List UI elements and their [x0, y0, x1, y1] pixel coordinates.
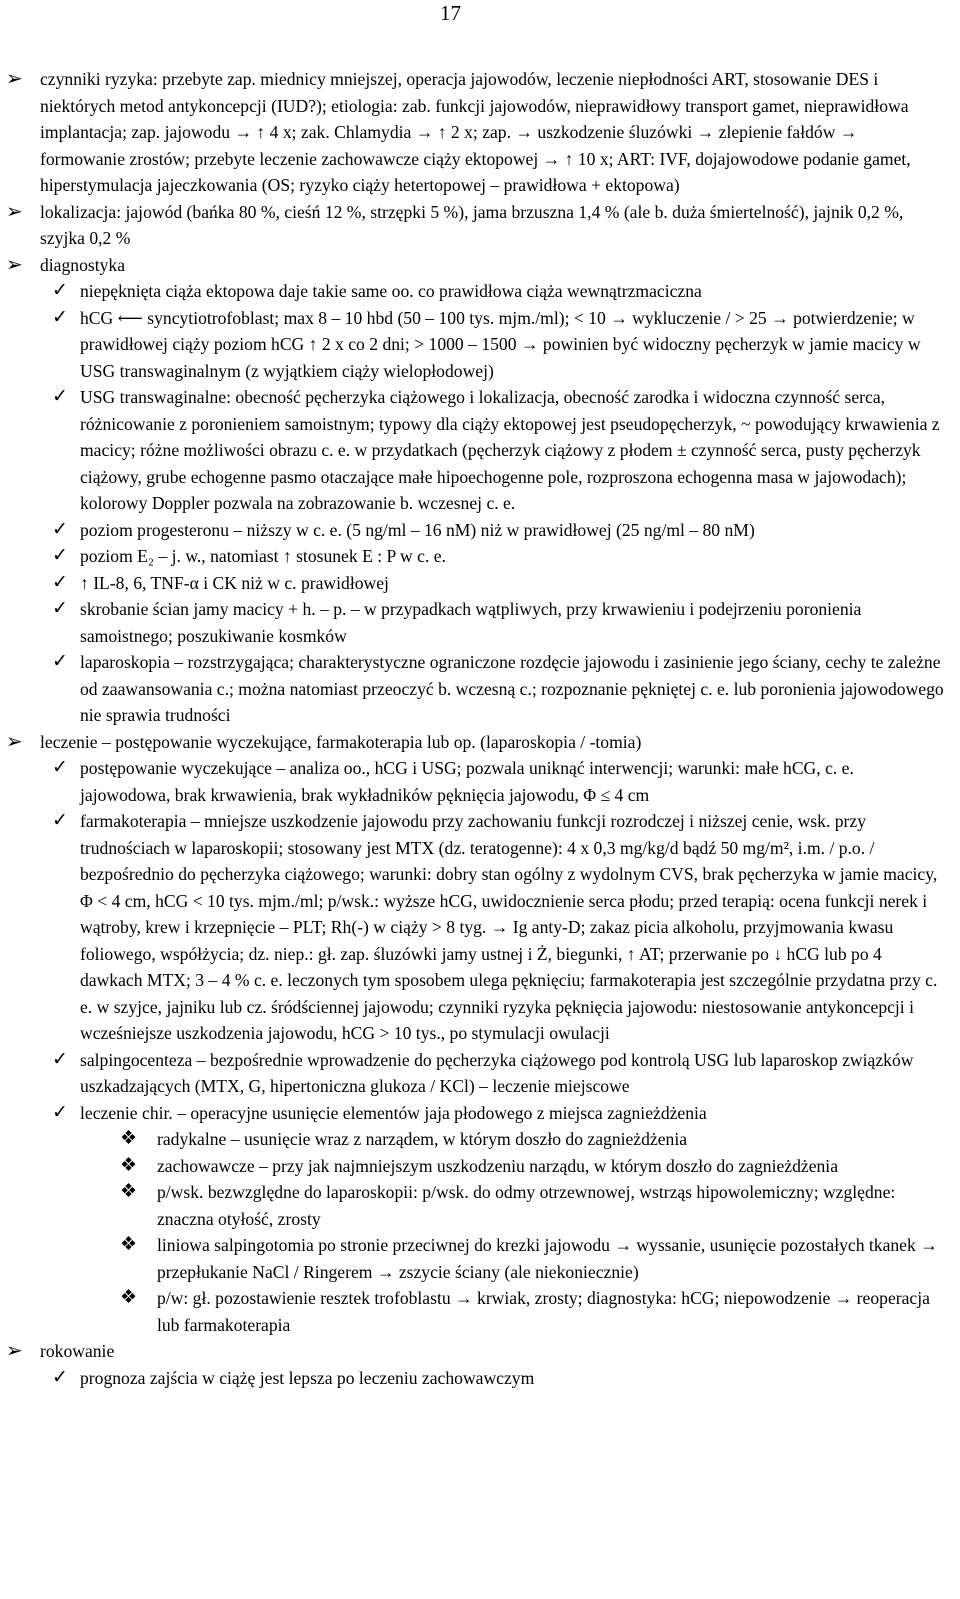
document-body [6, 66, 945, 1391]
list-item-text: hCG ⟵ syncytiotrofoblast; max 8 – 10 hbd (50 – 100 tys. mjm./ml); < 10 → wykluczenie / > 25 → potwierdzenie; w prawidłowej ciąży poziom hCG ↑ 2 x co 2 dni; > 1000 – 1500 → powinien być widoczny pęcherzyk w jamie macicy w USG transwaginalnym (z wyjątkiem ciąży wielopłodowej) [80, 307, 921, 381]
list-item [6, 729, 945, 756]
list-item [10, 649, 945, 729]
checkmark-bullet-icon: ✓ [52, 1101, 68, 1123]
checkmark-bullet-icon: ✓ [52, 1366, 68, 1388]
list-item-text: poziom progesteronu – niższy w c. e. (5 ng/ml – 16 nM) niż w prawidłowej (25 ng/ml – 80 nM) [80, 519, 755, 540]
page-number: 17 [440, 1, 461, 25]
list-item [10, 305, 945, 385]
list-item-text: leczenie chir. – operacyjne usunięcie elementów jaja płodowego z miejsca zagnieżdżenia [80, 1102, 707, 1123]
list-item [10, 1179, 945, 1232]
list-item [10, 1285, 945, 1338]
checkmark-bullet-icon: ✓ [52, 598, 68, 619]
list-item [10, 1153, 945, 1180]
list-item [10, 808, 945, 1047]
arrowhead-bullet-icon: ➢ [6, 200, 23, 223]
diamond-bullet-icon: ❖ [120, 1287, 138, 1308]
checkmark-bullet-icon: ✓ [52, 1048, 68, 1070]
list-item [6, 66, 945, 199]
diamond-bullet-icon: ❖ [120, 1154, 138, 1176]
diamond-bullet-icon: ❖ [120, 1128, 138, 1149]
list-item-text: czynniki ryzyka: przebyte zap. miednicy mniejszej, operacja jajowodów, leczenie niepłodności ART, stosowanie DES i niektórych metod antykoncepcji (IUD?); etiologia: zab. funkcji jajowodów, nieprawidłowy transport gamet, nieprawidłowa implantacja; zap. jajowodu → ↑ 4 x; zak. Chlamydia → ↑ 2 x; zap. → uszkodzenie śluzówki → zlepienie fałdów → formowanie zrostów; przebyte leczenie zachowawcze ciąży ektopowej → ↑ 10 x; ART: IVF, dojajowodowe podanie gamet, hiperstymulacja jajeczkowania (OS; ryzyko ciąży hetertopowej – prawidłowa + ektopowa) [40, 69, 911, 195]
checkmark-bullet-icon: ✓ [52, 518, 68, 540]
list-item [10, 1365, 945, 1392]
list-item [6, 199, 945, 252]
list-item [10, 1100, 945, 1127]
list-item [10, 384, 945, 517]
arrowhead-bullet-icon: ➢ [6, 730, 23, 753]
list-item [6, 252, 945, 279]
list-item-text: lokalizacja: jajowód (bańka 80 %, cieśń 12 %, strzępki 5 %), jama brzuszna 1,4 % (ale b. duża śmiertelność), jajnik 0,2 %, szyjka 0,2 % [40, 201, 904, 248]
list-item-text: zachowawcze – przy jak najmniejszym uszkodzeniu narządu, w którym doszło do zagnieżdżenia [157, 1155, 839, 1176]
list-item [10, 1232, 945, 1285]
list-item [10, 570, 945, 597]
list-item-text: farmakoterapia – mniejsze uszkodzenie jajowodu przy zachowaniu funkcji rozrodczej i niższej cenie, wsk. przy trudnościach w laparoskopii; stosowany jest MTX (dz. teratogenne): 4 x 0,3 mg/kg/d bądź 50 mg/m², i.m. / p.o. / bezpośrednio do pęcherzyka ciążowego; warunki: dobry stan ogólny z wydolnym CVS, brak pęcherzyka w jamie macicy, Φ < 4 cm, hCG < 10 tys. mjm./ml; p/wsk.: wyższe hCG, uwidocznienie serca płodu; przed terapią: ocena funkcji nerek i wątroby, krew i krzepnięcie – PLT; Rh(-) w ciąży > 8 tyg. → Ig anty-D; zakaz picia alkoholu, przyjmowania kwasu foliowego, współżycia; dz. niep.: gł. zap. śluzówki jamy ustnej i Ż, biegunki, ↑ AT; przerwanie po ↓ hCG lub po 4 dawkach MTX; 3 – 4 % c. e. leczonych tym sposobem ulega pęknięciu; farmakoterapia jest szczególnie przydatna przy c. e. w szyjce, jajniku lub cz. śródściennej jajowodu; czynniki ryzyka pęknięcia jajowodu: niestosowanie antykoncepcji i wcześniejsze uszkodzenia jajowodu, hCG > 10 tys., po stymulacji owulacji [80, 811, 938, 1043]
list-item-text: rokowanie [40, 1341, 115, 1361]
list-item-text: poziom E₂ – j. w., natomiast ↑ stosunek E : P w c. e. [80, 546, 446, 566]
checkmark-bullet-icon: ✓ [52, 306, 68, 328]
list-item-text: prognoza zajścia w ciążę jest lepsza po leczeniu zachowawczym [80, 1367, 535, 1388]
list-item [10, 517, 945, 544]
list-item-text: salpingocenteza – bezpośrednie wprowadzenie do pęcherzyka ciążowego pod kontrolą USG lub laparoskop związków uszkadzających (MTX, G, hipertoniczna glukoza / KCl) – leczenie miejscowe [80, 1049, 914, 1096]
list-item [10, 1047, 945, 1100]
list-item-text: ↑ IL-8, 6, TNF-α i CK niż w c. prawidłowej [80, 572, 389, 593]
list-item-text: leczenie – postępowanie wyczekujące, farmakoterapia lub op. (laparoskopia / -tomia) [40, 731, 642, 752]
list-item-text: diagnostyka [40, 254, 126, 275]
checkmark-bullet-icon: ✓ [52, 757, 68, 778]
checkmark-bullet-icon: ✓ [52, 280, 68, 301]
list-item-text: niepęknięta ciąża ektopowa daje takie same oo. co prawidłowa ciąża wewnątrzmaciczna [80, 281, 702, 301]
diamond-bullet-icon: ❖ [120, 1181, 138, 1202]
checkmark-bullet-icon: ✓ [52, 545, 68, 566]
arrowhead-bullet-icon: ➢ [6, 1340, 23, 1362]
list-item [10, 543, 945, 570]
list-item-text: p/w: gł. pozostawienie resztek trofoblastu → krwiak, zrosty; diagnostyka: hCG; niepowodzenie → reoperacja lub farmakoterapia [157, 1288, 930, 1335]
list-item-text: USG transwaginalne: obecność pęcherzyka ciążowego i lokalizacja, obecność zarodka i widoczna czynność serca, różnicowanie z poronieniem samoistnym; typowy dla ciąży ektopowej jest pseudopęcherzyk, ~ powodujący krwawienia z macicy; różne możliwości obrazu c. e. w przydatkach (pęcherzyk ciążowy z płodem ± czynność serca, pusty pęcherzyk ciążowy, grube echogenne pasmo otaczające małe hipoechogenne pole, rozproszona echogenna masa w jajowodach); kolorowy Doppler pozwala na zobrazowanie b. wczesnej c. e. [80, 387, 940, 513]
arrowhead-bullet-icon: ➢ [6, 253, 23, 276]
list-item-text: p/wsk. bezwzględne do laparoskopii: p/wsk. do odmy otrzewnowej, wstrząs hipowolemiczny; względne: znaczna otyłość, zrosty [157, 1182, 896, 1229]
list-item [6, 1338, 945, 1365]
list-item [10, 755, 945, 808]
list-item [10, 278, 945, 305]
list-item-text: skrobanie ścian jamy macicy + h. – p. – w przypadkach wątpliwych, przy krwawieniu i podejrzeniu poronienia samoistnego; poszukiwanie kosmków [80, 599, 862, 646]
list-item-text: radykalne – usunięcie wraz z narządem, w którym doszło do zagnieżdżenia [157, 1129, 688, 1149]
list-item-text: laparoskopia – rozstrzygająca; charakterystyczne ograniczone rozdęcie jajowodu i zasinienie jego ściany, cechy te zależne od zaawansowania c.; można natomiast przeoczyć b. wczesną c.; rozpoznanie pękniętej c. e. lub poronienia jajowodowego nie sprawia trudności [80, 652, 944, 725]
list-item-text: liniowa salpingotomia po stronie przeciwnej do krezki jajowodu → wyssanie, usunięcie pozostałych tkanek → przepłukanie NaCl / Ringerem → zszycie ściany (ale niekoniecznie) [157, 1235, 938, 1282]
checkmark-bullet-icon: ✓ [52, 810, 68, 831]
list-item [10, 596, 945, 649]
list-item-text: postępowanie wyczekujące – analiza oo., hCG i USG; pozwala uniknąć interwencji; warunki: małe hCG, c. e. jajowodowa, brak krwawienia, brak wykładników pęknięcia jajowodu, Φ ≤ 4 cm [80, 758, 854, 805]
checkmark-bullet-icon: ✓ [52, 386, 68, 407]
arrowhead-bullet-icon: ➢ [6, 68, 23, 90]
list-item [10, 1126, 945, 1153]
checkmark-bullet-icon: ✓ [52, 571, 68, 593]
diamond-bullet-icon: ❖ [120, 1234, 138, 1255]
checkmark-bullet-icon: ✓ [52, 651, 68, 672]
